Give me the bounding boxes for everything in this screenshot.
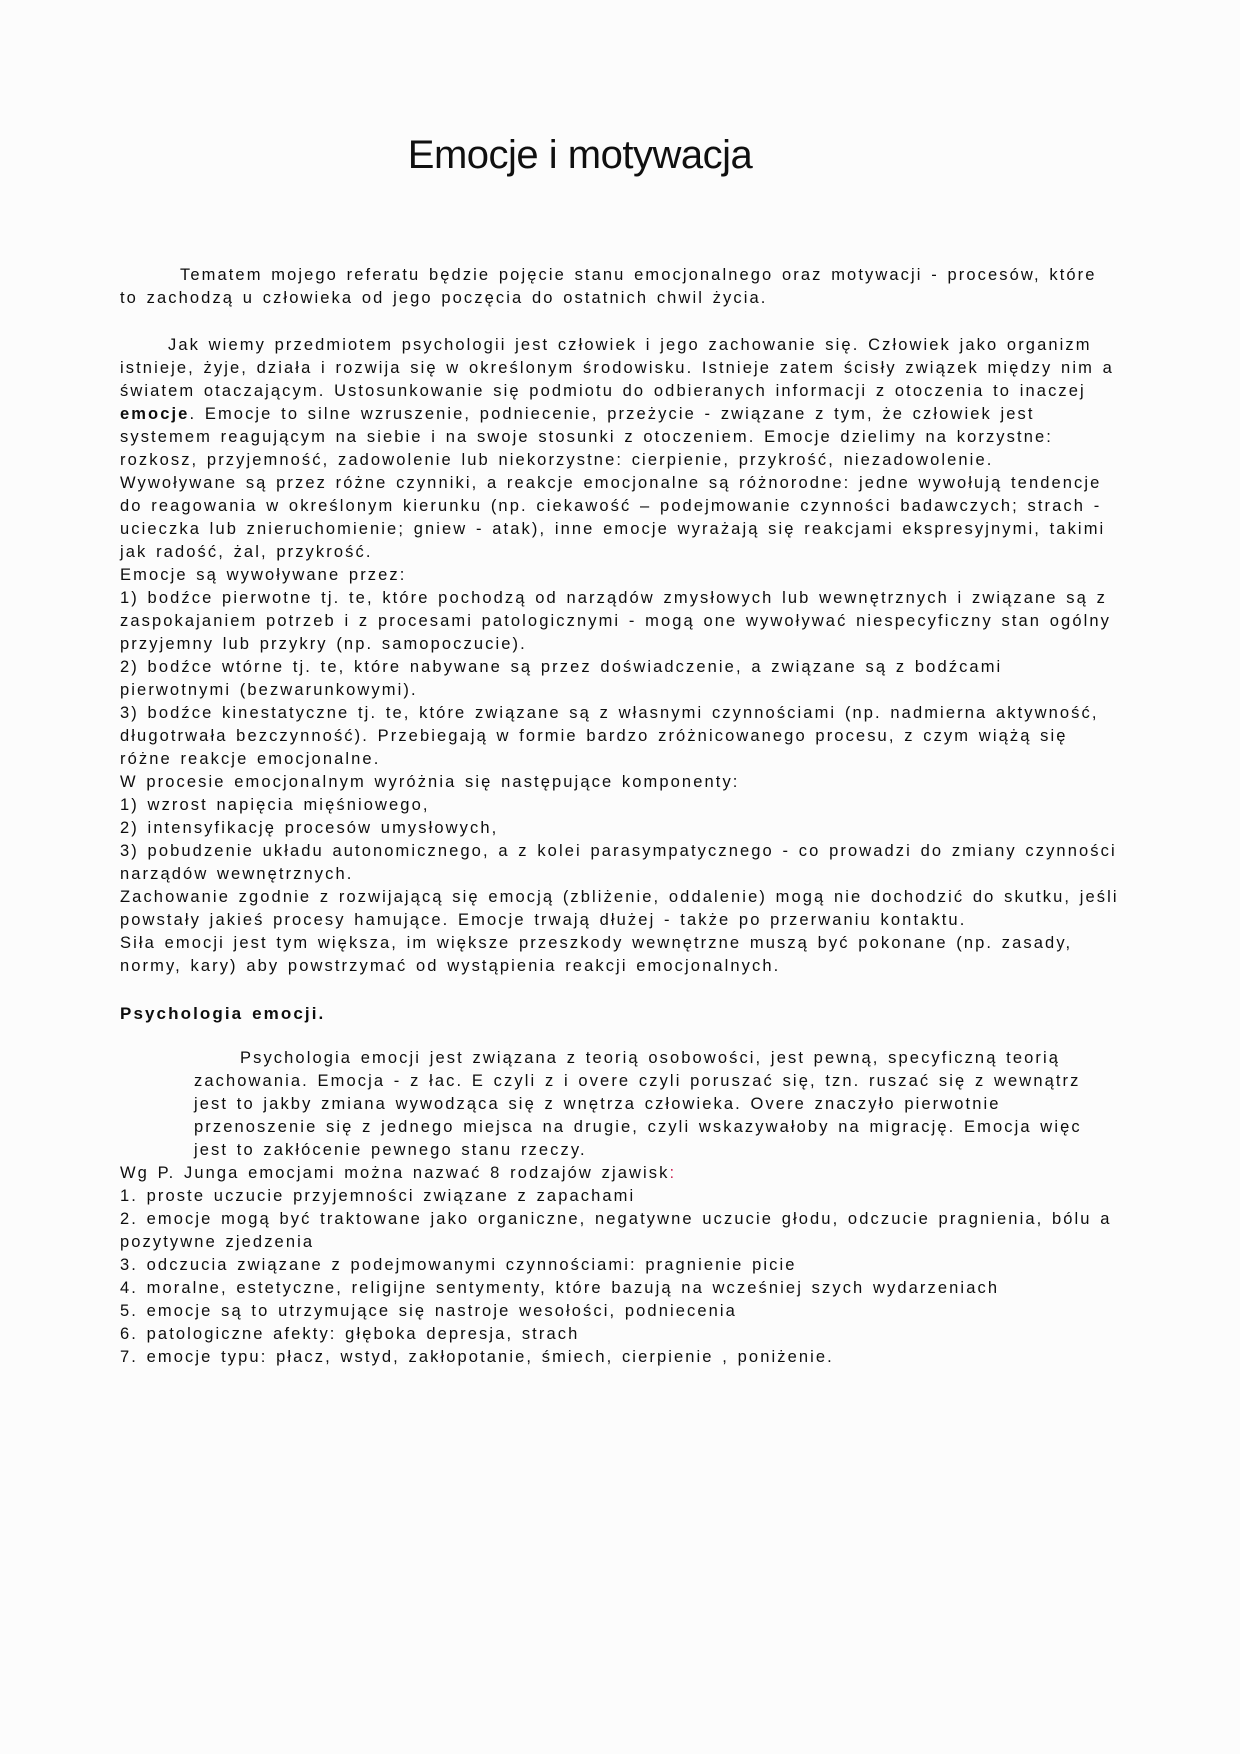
list-item-komponent-1: 1) wzrost napięcia mięśniowego,: [120, 796, 430, 814]
paragraph-wg-junga: [120, 1162, 1122, 1185]
paragraph-sila-emocji: Siła emocji jest tym większa, im większe przeszkody wewnętrzne muszą być pokonane (np. zasady, normy, kary) aby powstrzymać od wystąpienia reakcji emocjonalnych.: [120, 934, 1073, 975]
paragraph-w-procesie: W procesie emocjonalnym wyróżnia się następujące komponenty:: [120, 773, 740, 791]
paragraph-wywolywane: Wywoływane są przez różne czynniki, a reakcje emocjonalne są różnorodne: jedne wywołują tendencje do reagowania w określonym kierunku (np. ciekawość – podejmowanie czynności badawczych; strach -ucieczka lub znieruchomienie; gniew - atak), inne emocje wyrażają się reakcjami ekspresyjnymi, takimi jak radość, żal, przykrość.: [120, 474, 1106, 561]
paragraph-intro: Tematem mojego referatu będzie pojęcie stanu emocjonalnego oraz motywacji - procesów, które to zachodzą u człowieka od jego poczęcia do ostatnich chwil życia.: [120, 266, 1097, 307]
list-item-zjawisko-4: 4. moralne, estetyczne, religijne sentymenty, które bazują na wcześniej szych wydarzeniach: [120, 1279, 1000, 1297]
list-item-zjawisko-5: 5. emocje są to utrzymujące się nastroje wesołości, podniecenia: [120, 1302, 737, 1320]
document-content: [120, 0, 1122, 1369]
list-item-bodzce-pierwotne: 1) bodźce pierwotne tj. te, które pochodzą od narządów zmysłowych lub wewnętrznych i związane są z zaspokajaniem potrzeb i z procesami patologicznymi - mogą one wywoływać niespecyficzny stan ogólny przyjemny lub przykry (np. samopoczucie).: [120, 589, 1111, 653]
text-run: Wg P. Junga emocjami można nazwać 8 rodzajów zjawisk: [120, 1164, 670, 1182]
list-item-zjawisko-3: 3. odczucia związane z podejmowanymi czynnościami: pragnienie picie: [120, 1256, 797, 1274]
list-item-zjawisko-2: 2. emocje mogą być traktowane jako organiczne, negatywne uczucie głodu, odczucie pragnienia, bólu a pozytywne zjedzenia: [120, 1210, 1112, 1251]
list-item-zjawisko-1: 1. proste uczucie przyjemności związane z zapachami: [120, 1187, 636, 1205]
list-item-komponent-2: 2) intensyfikację procesów umysłowych,: [120, 819, 499, 837]
text-run: Jak wiemy przedmiotem psychologii jest człowiek i jego zachowanie się. Człowiek jako organizm istnieje, żyje, działa i rozwija się w określonym środowisku. Istnieje zatem ścisły związek między nim a światem otaczającym. Ustosunkowanie się podmiotu do odbieranych informacji z otoczenia to inaczej: [120, 336, 1114, 400]
list-item-zjawisko-6: 6. patologiczne afekty: głęboka depresja, strach: [120, 1325, 580, 1343]
list-item-bodzce-kinestatyczne: 3) bodźce kinestatyczne tj. te, które związane są z własnymi czynnościami (np. nadmierna aktywność, długotrwała bezczynność). Przebiegają w formie bardzo zróżnicowanego procesu, z czym wiążą się różne reakcje emocjonalne.: [120, 704, 1099, 768]
paragraph-psychologia-emocji: Psychologia emocji jest związana z teorią osobowości, jest pewną, specyficzną teorią zachowania. Emocja - z łac. E czyli z i overe czyli poruszać się, tzn. ruszać się z wewnątrz jest to jakby zmiana wywodząca się z wnętrza człowieka. Overe znaczyło pierwotnie przenoszenie się z jednego miejsca na drugie, czyli wskazywałoby na migrację. Emocja więc jest to zakłócenie pewnego stanu rzeczy.: [194, 1049, 1082, 1159]
section-heading-psychologia-emocji: Psychologia emocji.: [120, 1004, 326, 1023]
page-title: Emocje i motywacja: [407, 133, 753, 177]
list-item-bodzce-wtorne: 2) bodźce wtórne tj. te, które nabywane są przez doświadczenie, a związane są z bodźcami pierwotnymi (bezwarunkowymi).: [120, 658, 1003, 699]
paragraph-jak-wiemy: [120, 334, 1122, 472]
paragraph-emocje-wywolywane-przez: Emocje są wywoływane przez:: [120, 566, 407, 584]
list-item-komponent-3: 3) pobudzenie układu autonomicznego, a z kolei parasympatycznego - co prowadzi do zmiany czynności narządów wewnętrznych.: [120, 842, 1117, 883]
text-run: . Emocje to silne wzruszenie, podniecenie, przeżycie - związane z tym, że człowiek jest systemem reagującym na siebie i na swoje stosunki z otoczeniem. Emocje dzielimy na korzystne: rozkosz, przyjemność, zadowolenie lub niekorzystne: cierpienie, przykrość, niezadowolenie.: [120, 405, 1053, 469]
bold-text-run: emocje: [120, 405, 190, 423]
red-text-run: :: [669, 1164, 677, 1182]
list-item-zjawisko-7: 7. emocje typu: płacz, wstyd, zakłopotanie, śmiech, cierpienie , poniżenie.: [120, 1348, 834, 1366]
paragraph-zachowanie: Zachowanie zgodnie z rozwijającą się emocją (zbliżenie, oddalenie) mogą nie dochodzić do skutku, jeśli powstały jakieś procesy hamujące. Emocje trwają dłużej - także po przerwaniu kontaktu.: [120, 888, 1119, 929]
